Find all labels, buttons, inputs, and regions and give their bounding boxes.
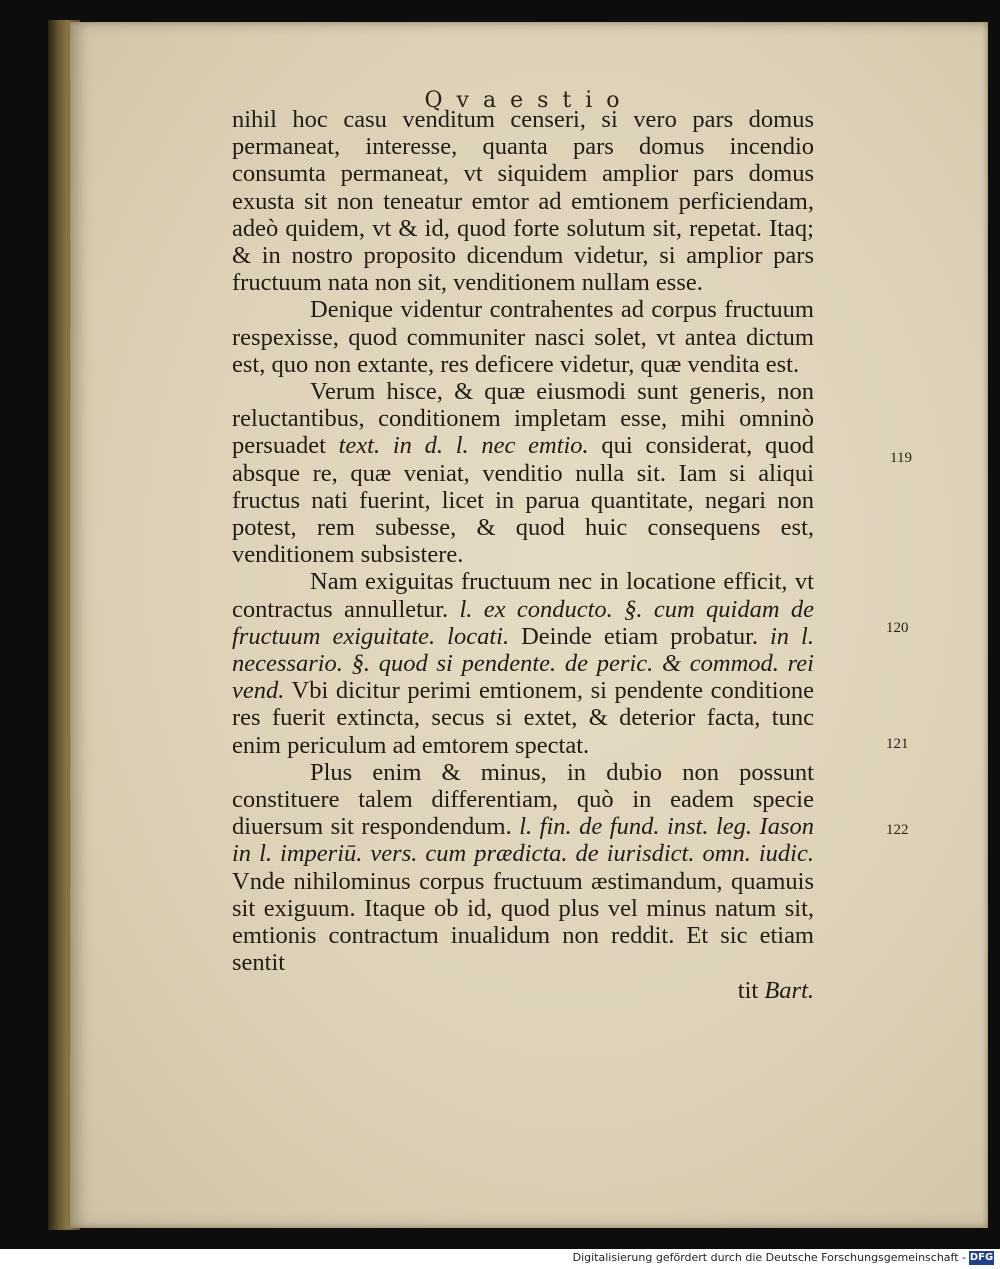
catchword-text: tit bbox=[737, 976, 765, 1004]
paragraph-text: Nam exiguitas fructuum nec in locatione efficit, vt contractus annulletur. bbox=[232, 568, 814, 623]
page-body-text bbox=[232, 106, 814, 1004]
citation-text: l. fin. de fund. inst. leg. Iason in l. imperiū. vers. cum prædicta. de iurisdict. omn. iudic. bbox=[232, 813, 814, 868]
paragraph-text: qui considerat, quod absque re, quæ veniat, venditio nulla sit. Iam si aliqui fructus nati fuerint, licet in parua quantitate, negari non potest, rem subesse, & quod huic consequens est, venditionem subsistere. bbox=[232, 432, 814, 569]
citation-text: text. in d. l. nec emtio. bbox=[338, 432, 589, 460]
margin-note-121: 121 bbox=[886, 736, 909, 752]
running-header: Qvaestio bbox=[424, 88, 634, 113]
paragraph-text: Deinde etiam probatur. bbox=[509, 622, 770, 650]
paragraph-text: Verum hisce, & quæ eiusmodi sunt generis, non reluctantibus, conditionem impletam esse, mihi omninò persuadet bbox=[232, 378, 814, 460]
paragraph-1 bbox=[232, 106, 814, 296]
paragraph-text: nihil hoc casu venditum censeri, si vero pars domus permaneat, interesse, quanta pars domus incendio consumta permaneat, vt siquidem amplior pars domus exusta sit non teneatur emtor ad emtionem perficiendam, adeò quidem, vt & id, quod forte solutum sit, repetat. Itaq; & in nostro proposito dicendum videtur, si amplior pars fructuum nata non sit, venditionem nullam esse. bbox=[232, 106, 814, 297]
footer-credit: Digitalisierung gefördert durch die Deutsche Forschungsgemeinschaft - bbox=[572, 1251, 966, 1264]
paragraph-text: Plus enim & minus, in dubio non possunt constituere talem differentiam, quò in eadem specie diuersum sit respondendum. bbox=[232, 758, 814, 841]
paragraph-5 bbox=[232, 759, 814, 977]
paragraph-text: Denique videntur contrahentes ad corpus fructuum respexisse, quod communiter nasci solet, vt antea dictum est, quo non extante, res deficere videtur, quæ vendita est. bbox=[232, 296, 814, 378]
paragraph-3 bbox=[232, 378, 814, 568]
paragraph-text: Vbi dicitur perimi emtionem, si pendente conditione res fuerit extincta, secus si extet, & deterior facta, tunc enim periculum ad emtorem spectat. bbox=[232, 677, 814, 759]
paragraph-2 bbox=[232, 296, 814, 378]
dfg-logo: DFG bbox=[969, 1252, 994, 1263]
margin-note-122: 122 bbox=[886, 822, 909, 838]
catchword-author: Bart. bbox=[764, 976, 814, 1004]
paragraph-text: Vnde nihilominus corpus fructuum æstimandum, quamuis sit exiguum. Itaque ob id, quod plus vel minus natum sit, emtionis contractum inualidum non reddit. Et sic etiam sentit bbox=[232, 867, 814, 977]
margin-note-119: 119 bbox=[890, 450, 912, 466]
citation-text: l. ex conducto. §. cum quidam de fructuum exiguitate. locati. bbox=[232, 595, 814, 650]
paragraph-4 bbox=[232, 568, 814, 758]
catchword-line bbox=[232, 977, 814, 1004]
margin-note-120: 120 bbox=[886, 620, 909, 636]
citation-text: in l. necessario. §. quod si pendente. de peric. & commod. rei vend. bbox=[232, 622, 814, 705]
